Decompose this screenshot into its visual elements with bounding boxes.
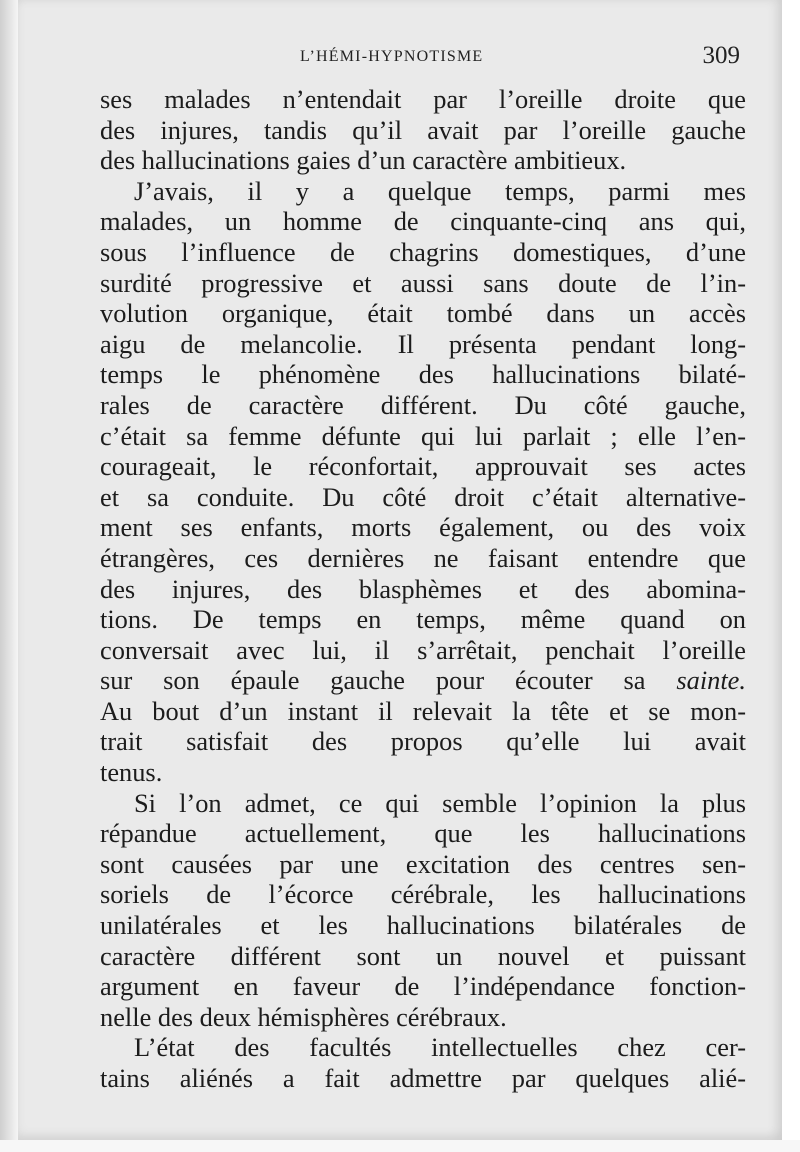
text-line: ses malades n’entendait par l’oreille droite que xyxy=(100,84,746,114)
text-line: L’état des facultés intellectuelles chez cer- xyxy=(134,1032,746,1063)
text-line: nelle des deux hémisphères cérébraux. xyxy=(100,1001,507,1032)
page-bottom-edge xyxy=(0,1140,800,1152)
text-line: malades, un homme de cinquante-cinq ans qui, xyxy=(100,206,746,237)
text-line: Si l’on admet, ce qui semble l’opinion la plus xyxy=(134,787,746,818)
text-line: temps le phénomène des hallucinations bilaté- xyxy=(100,359,746,390)
text-line: ment ses enfants, morts également, ou des voix xyxy=(100,512,746,543)
text-line: soriels de l’écorce cérébrale, les hallucinations xyxy=(100,879,746,910)
text-line: tenus. xyxy=(100,757,163,788)
text-line: étrangères, ces dernières ne faisant entendre que xyxy=(100,542,746,573)
page-gutter-shadow xyxy=(0,0,18,1152)
text-line: volution organique, était tombé dans un accès xyxy=(100,298,746,329)
text-line: caractère différent sont un nouvel et puissant xyxy=(100,940,746,971)
text-line: des injures, des blasphèmes et des abomina- xyxy=(100,573,746,604)
text-line: courageait, le réconfortait, approuvait ses actes xyxy=(100,451,746,482)
text-line: c’était sa femme défunte qui lui parlait ; elle l’en- xyxy=(100,420,746,451)
text-line: sur son épaule gauche pour écouter sa sainte. xyxy=(100,665,746,696)
text-line: et sa conduite. Du côté droit c’était alternative- xyxy=(100,481,746,512)
text-line: argument en faveur de l’indépendance fonction- xyxy=(100,971,746,1002)
body-text xyxy=(100,84,746,1094)
text-line: répandue actuellement, que les hallucinations xyxy=(100,818,746,849)
text-line: unilatérales et les hallucinations bilatérales de xyxy=(100,910,746,941)
text-line: des hallucinations gaies d’un caractère ambitieux. xyxy=(100,145,627,176)
text-line: des injures, tandis qu’il avait par l’oreille gauche xyxy=(100,114,746,145)
text-line: rales de caractère différent. Du côté gauche, xyxy=(100,389,746,420)
page-header xyxy=(18,44,782,76)
running-title: L’HÉMI-HYPNOTISME xyxy=(300,48,484,65)
text-line: tions. De temps en temps, même quand on xyxy=(100,604,746,635)
book-page xyxy=(18,0,782,1140)
text-line: conversait avec lui, il s’arrêtait, penchait l’oreille xyxy=(100,634,746,665)
text-line: sont causées par une excitation des centres sen- xyxy=(100,848,746,879)
text-line: surdité progressive et aussi sans doute de l’in- xyxy=(100,267,746,298)
text-line: tains aliénés a fait admettre par quelques alié- xyxy=(100,1063,746,1093)
text-line: J’avais, il y a quelque temps, parmi mes xyxy=(134,175,746,206)
text-line: Au bout d’un instant il relevait la tête et se mon- xyxy=(100,695,746,726)
text-line: sous l’influence de chagrins domestiques, d’une xyxy=(100,236,746,267)
text-line: trait satisfait des propos qu’elle lui avait xyxy=(100,726,746,757)
page-number: 309 xyxy=(702,42,740,69)
text-line: aigu de melancolie. Il présenta pendant long- xyxy=(100,328,746,359)
